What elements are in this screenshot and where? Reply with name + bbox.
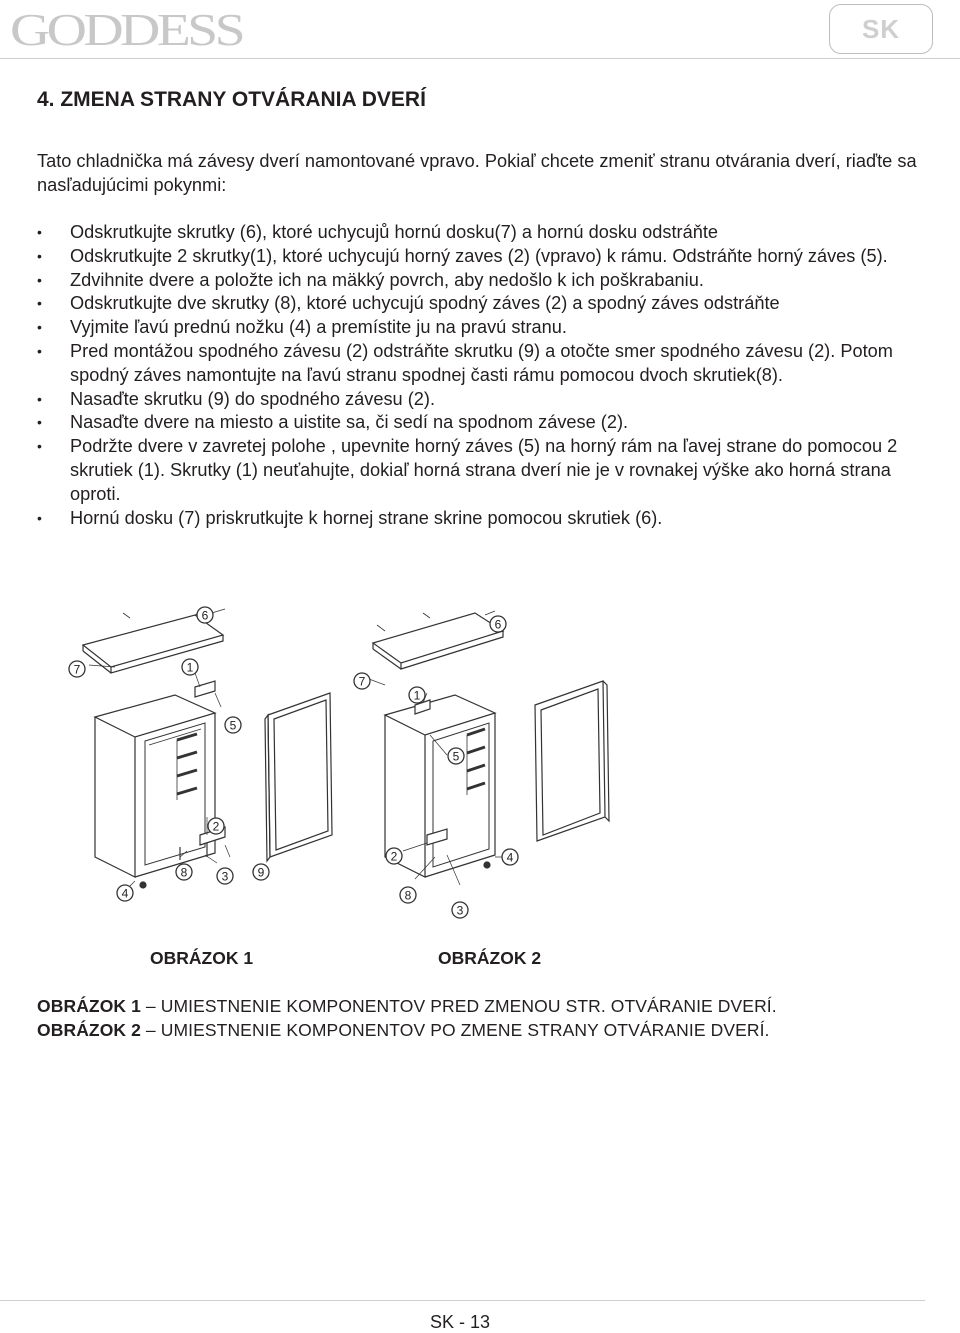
header-divider [0, 58, 960, 59]
svg-text:6: 6 [494, 617, 502, 632]
instruction-step: • Podržte dvere v zavretej polohe , upevnite horný záves (5) na horný rám na ľavej strane do pomocou 2 skrutiek (1). Skrutky (1) neuťahujte, dokiaľ horná strana dverí nie je v rovnakej výške ako horná strana oproti. [37, 435, 927, 506]
callout-3 [452, 902, 468, 918]
instruction-step: • Odskrutkujte skrutky (6), ktoré uchycujů hornú dosku(7) a hornú dosku odstráňte [37, 221, 927, 245]
caption-1-text: – UMIESTNENIE KOMPONENTOV PRED ZMENOU STR. OTVÁRANIE DVERÍ. [140, 996, 777, 1016]
callout-7 [69, 661, 85, 677]
section-title: 4. ZMENA STRANY OTVÁRANIA DVERÍ [37, 88, 426, 111]
instruction-step: • Vyjmite ľavú prednú nožku (4) a premístite ju na pravú stranu. [37, 316, 927, 340]
callout-9 [253, 864, 269, 880]
figure-2-drawing [369, 611, 609, 885]
instruction-step: • Odskrutkujte 2 skrutky(1), ktoré uchycujú horný zaves (2) (vpravo) k rámu. Odstráňte horný záves (5). [37, 245, 927, 269]
svg-text:2: 2 [212, 819, 220, 834]
svg-text:7: 7 [358, 674, 366, 689]
svg-text:3: 3 [221, 869, 229, 884]
figure-1-label: OBRÁZOK 1 [150, 948, 254, 968]
svg-text:5: 5 [452, 749, 460, 764]
figure-1-drawing [83, 609, 332, 889]
instruction-step: • Odskrutkujte dve skrutky (8), ktoré uchycujú spodný záves (2) a spodný záves odstráňte [37, 292, 927, 316]
instruction-step: • Zdvihnite dvere a položte ich na mäkký povrch, aby nedošlo k ich poškrabaniu. [37, 269, 927, 293]
callout-2 [208, 818, 224, 834]
callout-4 [117, 885, 133, 901]
svg-text:8: 8 [180, 865, 188, 880]
svg-text:1: 1 [186, 660, 194, 675]
instruction-step: • Nasaďte dvere na miesto a uistite sa, či sedí na spodnom závese (2). [37, 411, 927, 435]
callout-8 [176, 864, 192, 880]
svg-text:3: 3 [456, 903, 464, 918]
callout-8 [400, 887, 416, 903]
callout-4 [502, 849, 518, 865]
figure-2-callouts [354, 616, 518, 918]
caption-2-label: OBRÁZOK 2 [37, 1020, 141, 1040]
svg-text:5: 5 [229, 718, 237, 733]
figure-2-label: OBRÁZOK 2 [438, 948, 542, 968]
svg-text:4: 4 [506, 850, 514, 865]
brand-logo [8, 0, 248, 60]
logo-text: GODDESS [10, 4, 243, 55]
svg-text:2: 2 [390, 849, 398, 864]
assembly-diagrams [55, 595, 635, 925]
callout-7 [354, 673, 370, 689]
intro-paragraph: Tato chladnička má závesy dverí namontované vpravo. Pokiaľ chcete zmeniť stranu otvárania dverí, riaďte sa nasľadujúcimi pokynmi: [37, 151, 917, 195]
callout-1 [182, 659, 198, 675]
caption-2-text: – UMIESTNENIE KOMPONENTOV PO ZMENE STRANY OTVÁRANIE DVERÍ. [140, 1020, 770, 1040]
language-badge: SK [829, 4, 933, 54]
callout-6 [490, 616, 506, 632]
instruction-list [37, 221, 927, 530]
instruction-step: • Nasaďte skrutku (9) do spodného závesu (2). [37, 388, 927, 412]
caption-figure-1 [37, 996, 777, 1017]
svg-text:1: 1 [413, 688, 421, 703]
svg-text:7: 7 [73, 662, 81, 677]
svg-text:6: 6 [201, 608, 209, 623]
callout-5 [448, 748, 464, 764]
callout-5 [225, 717, 241, 733]
caption-figure-2 [37, 1020, 770, 1041]
callout-2 [386, 848, 402, 864]
caption-1-label: OBRÁZOK 1 [37, 996, 141, 1016]
callout-1 [409, 687, 425, 703]
instruction-step: • Hornú dosku (7) priskrutkujte k hornej strane skrine pomocou skrutiek (6). [37, 507, 927, 531]
callout-3 [217, 868, 233, 884]
page-number: SK - 13 [430, 1312, 491, 1332]
svg-text:8: 8 [404, 888, 412, 903]
svg-text:9: 9 [257, 865, 265, 880]
svg-text:4: 4 [121, 886, 129, 901]
instruction-step: • Pred montážou spodného závesu (2) odstráňte skrutku (9) a otočte smer spodného závesu (2). Potom spodný záves namontujte na ľavú stranu spodnej časti rámu pomocou dvoch skrutiek(8). [37, 340, 927, 388]
callout-6 [197, 607, 213, 623]
footer-divider [0, 1300, 925, 1301]
